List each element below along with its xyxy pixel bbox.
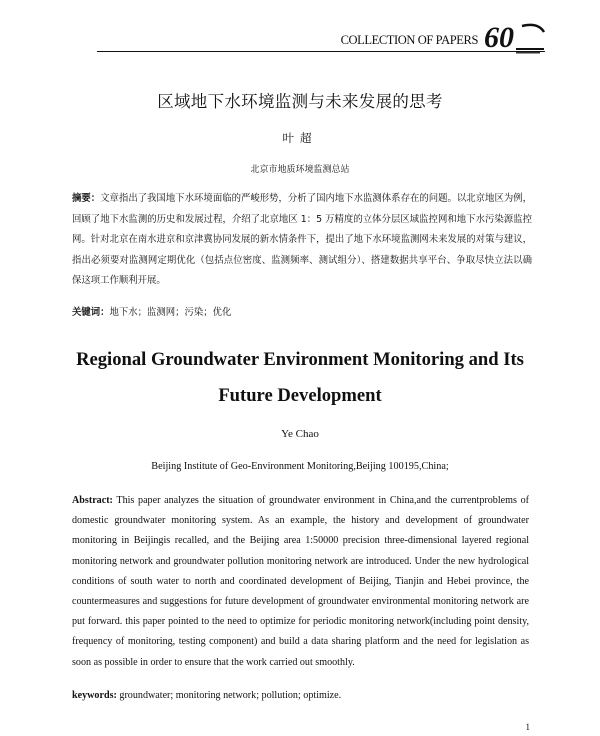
journal-header-title: COLLECTION OF PAPERS — [340, 33, 478, 47]
en-title: Regional Groundwater Environment Monitoring and Its Future Development — [76, 349, 524, 406]
cn-title: 区域地下水环境监测与未来发展的思考 — [157, 92, 443, 111]
en-keywords-text: groundwater; monitoring network; pollution; optimize. — [116, 690, 342, 701]
cn-keywords — [72, 304, 532, 322]
en-abstract-text: This paper analyzes the situation of groundwater environment in China,and the currentproblems of domestic groundwater monitoring system. As an example, the history and development of groundwater monitoring in Beijingis recalled, and the Beijing area 1:50000 precision three-dimensional layered regional monitoring network and groundwater pollution monitoring network are introduced. Under the new hydrological conditions of south water to north and coordinated development of Beijing, Tianjin and Hebei province, the countermeasures and suggestions for future development of groundwater environmental monitoring network are put forward. this paper pointed to the need to optimize for periodic monitoring network(including point density, frequency of monitoring, testing component) and build a data sharing platform and the need for legislation as soon as possible in order to ensure that the work carried out smoothly. — [72, 495, 529, 668]
cn-keywords-label: 关键词： — [72, 307, 110, 318]
cn-author: 叶超 — [282, 131, 318, 145]
en-abstract-label: Abstract: — [72, 495, 113, 506]
anniversary-logo — [482, 18, 546, 58]
en-affiliation: Beijing Institute of Geo-Environment Monitoring,Beijing 100195,China; — [151, 461, 449, 472]
logo-numerals: 60 — [484, 21, 514, 54]
cn-abstract-label: 摘要： — [72, 193, 101, 204]
header-rule — [97, 51, 545, 52]
cn-abstract-text: 文章指出了我国地下水环境面临的严峻形势，分析了国内地下水监测体系存在的问题。以北京地区为例，回顾了地下水监测的历史和发展过程，介绍了北京地区 1：5 万精度的立体分层区域监控网和地下水污染源监控网。针对北京在南水进京和京津冀协同发展的新水情条件下，提出了地下水环境监测网未来发展的对策与建议，指出必须要对监测网定期优化（包括点位密度、监测频率、测试组分）、搭建数据共享平台、争取尽快立法以确保这项工作顺利开展。 — [72, 193, 532, 287]
en-abstract — [72, 491, 529, 673]
en-author: Ye Chao — [281, 428, 319, 440]
en-keywords-label: keywords: — [72, 690, 117, 701]
cn-affiliation: 北京市地质环境监测总站 — [250, 165, 350, 175]
anniversary-logo-icon — [482, 18, 546, 58]
en-keywords — [72, 688, 532, 704]
cn-abstract — [72, 189, 532, 292]
cn-keywords-text: 地下水；监测网；污染；优化 — [109, 307, 232, 318]
page-number: 1 — [525, 722, 530, 732]
